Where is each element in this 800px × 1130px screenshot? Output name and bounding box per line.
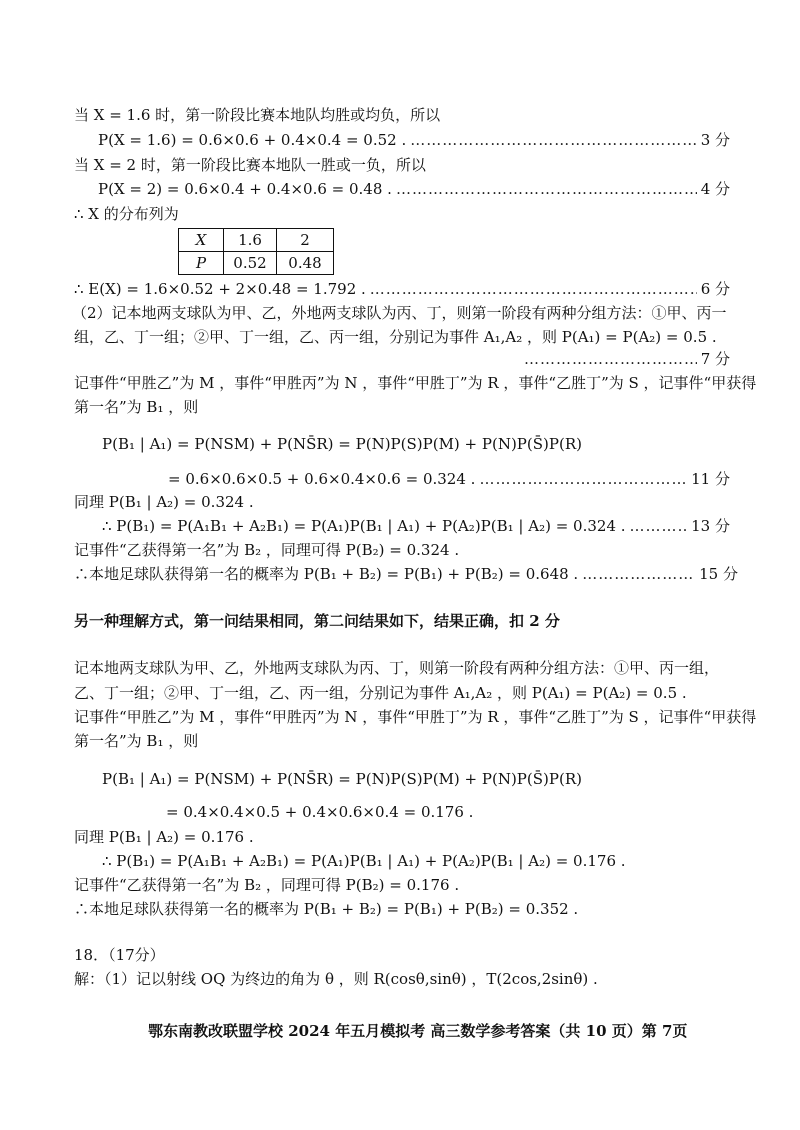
score-label: 11 分 <box>691 470 730 488</box>
dot-leader <box>524 348 697 370</box>
score-label: 15 分 <box>699 565 738 583</box>
distribution-table <box>178 228 334 275</box>
table-cell: X <box>179 229 224 252</box>
score-line: = 0.6×0.6×0.5 + 0.6×0.4×0.6 = 0.324 . ……………………………………………………………………………………………………………………………………………………………………………………………………………… 11 分 <box>0 468 800 490</box>
score-label: 4 分 <box>700 180 730 198</box>
dot-leader <box>582 563 695 585</box>
score-line: P(X = 1.6) = 0.6×0.6 + 0.4×0.4 = 0.52 . ……………………………………………………………………………………………………………………………………………………………………………………………………………… 3 分 <box>0 129 800 151</box>
score-line: ∴ E(X) = 1.6×0.52 + 2×0.48 = 1.792 . ……………………………………………………………………………………………………………………………………………………………………………………………………………… 6 分 <box>0 278 800 300</box>
score-line: ∴本地足球队获得第一名的概率为 P(B₁ + B₂) = P(B₁) + P(B₂) = 0.648 . ……………………………………………………………………………………………………………………………………………………………………………………………………………… 15 分 <box>0 563 800 585</box>
dot-leader <box>370 278 697 300</box>
score-label: 3 分 <box>700 131 730 149</box>
table-cell: P <box>179 252 224 275</box>
score-label: 6 分 <box>700 280 730 298</box>
score-line <box>0 348 800 370</box>
score-label: 7 分 <box>700 350 730 368</box>
table-cell: 1.6 <box>224 229 277 252</box>
dot-leader <box>630 515 688 537</box>
table-cell: 0.52 <box>224 252 277 275</box>
table-cell: 2 <box>277 229 334 252</box>
dot-leader <box>479 468 687 490</box>
dot-leader <box>396 178 697 200</box>
score-line: P(X = 2) = 0.6×0.4 + 0.4×0.6 = 0.48 . ……………………………………………………………………………………………………………………………………………………………………………………………………………… 4 分 <box>0 178 800 200</box>
dot-leader <box>410 129 696 151</box>
score-line: ∴ P(B₁) = P(A₁B₁ + A₂B₁) = P(A₁)P(B₁ | A₁) + P(A₂)P(B₁ | A₂) = 0.324 . ……………………………………………………………………………………………………………………………………………………………………………………………………………… 13 分 <box>0 515 800 537</box>
score-label: 13 分 <box>691 517 730 535</box>
table-cell: 0.48 <box>277 252 334 275</box>
table-row <box>179 229 334 252</box>
table-row <box>179 252 334 275</box>
answer-page: 当 X = 1.6 时，第一阶段比赛本地队均胜或均负，所以 P(X = 1.6) = 0.6×0.6 + 0.4×0.4 = 0.52 . ……………………………………………………………………………………………………………………………………………………………………………………………………………… 3 分 当 X = 2 时，第一阶段比赛本地队一胜或一负，所以 P(X = 2) = 0.6×0.4 + 0.4×0.6 = 0.48 . ……………………………………………………………………………………………………………………………………………………………………………………………………………… 4 分 ∴ X 的分布列为 X 1.6 2 P 0.52 0.48 ∴ E(X) = 1.6×0.52 + 2×0.48 = 1.792 . ……………………………………………………………………………………………………………………………………………………………………………………………………………… 6 分 （2）记本地两支球队为甲、乙，外地两支球队为丙、丁，则第一阶段有两种分组方法：①甲、丙一 组，乙、丁一组；②甲、丁一组，乙、丙一组，分别记为事件 A₁,A₂ ，则 P(A₁) = P(A₂) = 0.5 . ……………………………………………………………………………………………………………………………………………………………………………………………………………… 7 分 记事件“甲胜乙”为 M ，事件“甲胜丙”为 N ，事件“甲胜丁”为 R ，事件“乙胜丁”为 S ，记事件“甲获得 第一名”为 B₁ ，则 P(B₁ | A₁) = P(NSM) + P(NS̄R) = P(N)P(S)P(M) + P(N)P(S̄)P(R) = 0.6×0.6×0.5 + 0.6×0.4×0.6 = 0.324 . ……………………………………………………………………………………………………………………………………………………………………………………………………………… 11 分 同理 P(B₁ | A₂) = 0.324 . ∴ P(B₁) = P(A₁B₁ + A₂B₁) = P(A₁)P(B₁ | A₁) + P(A₂)P(B₁ | A₂) = 0.324 . ……………………………………………………………………………………………………………………………………………………………………………………………………………… 13 分 记事件“乙获得第一名”为 B₂ ，同理可得 P(B₂) = 0.324 . ∴本地足球队获得第一名的概率为 P(B₁ + B₂) = P(B₁) + P(B₂) = 0.648 . ……………………………………………………………………………………………………………………………………………………………………………………………………………… 15 分 另一种理解方式，第一问结果相同，第二问结果如下，结果正确，扣 2 分 记本地两支球队为甲、乙，外地两支球队为丙、丁，则第一阶段有两种分组方法：①甲、丙一组， 乙、丁一组；②甲、丁一组，乙、丙一组，分别记为事件 A₁,A₂ ，则 P(A₁) = P(A₂) = 0.5 . 记事件“甲胜乙”为 M ，事件“甲胜丙”为 N ，事件“甲胜丁”为 R ，事件“乙胜丁”为 S ，记事件“甲获得 第一名”为 B₁ ，则 P(B₁ | A₁) = P(NSM) + P(NS̄R) = P(N)P(S)P(M) + P(N)P(S̄)P(R) = 0.4×0.4×0.5 + 0.4×0.6×0.4 = 0.176 . 同理 P(B₁ | A₂) = 0.176 . ∴ P(B₁) = P(A₁B₁ + A₂B₁) = P(A₁)P(B₁ | A₁) + P(A₂)P(B₁ | A₂) = 0.176 . 记事件“乙获得第一名”为 B₂ ，同理可得 P(B₂) = 0.176 . ∴本地足球队获得第一名的概率为 P(B₁ + B₂) = P(B₁) + P(B₂) = 0.352 . 18．（17分） 解：（1）记以射线 OQ 为终边的角为 θ ，则 R(cosθ,sinθ) ，T(2cos,2sinθ) . 鄂东南教改联盟学校 2024 年五月模拟考 高三数学参考答案（共 10 页）第 7页 <box>0 0 800 1130</box>
